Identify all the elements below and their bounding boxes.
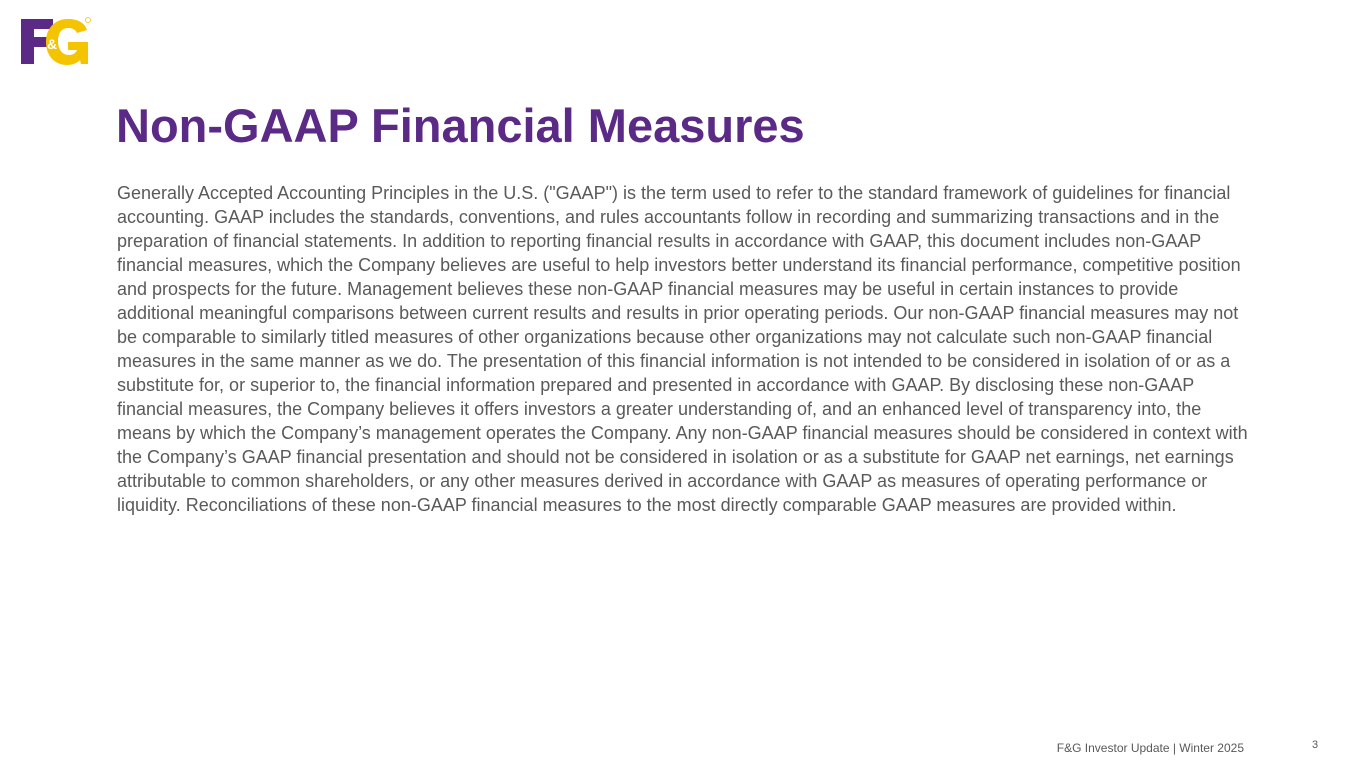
footer-label: F&G Investor Update | Winter 2025	[1056, 741, 1244, 755]
slide-body-text: Generally Accepted Accounting Principles in the U.S. ("GAAP") is the term used to refer to the standard framework of guidelines for financial accounting. GAAP includes the standards, conventions, and rules accountants follow in recording and summarizing transactions and in the preparation of financial statements. In addition to reporting financial results in accordance with GAAP, this document includes non-GAAP financial measures, which the Company believes are useful to help investors better understand its financial performance, competitive position and prospects for the future. Management believes these non-GAAP financial measures may be useful in certain instances to provide additional meaningful comparisons between current results and results in prior operating periods. Our non-GAAP financial measures may not be comparable to similarly titled measures of other organizations because other organizations may not calculate such non-GAAP financial measures in the same manner as we do. The presentation of this financial information is not intended to be considered in isolation of or as a substitute for, or superior to, the financial information prepared and presented in accordance with GAAP. By disclosing these non-GAAP financial measures, the Company believes it offers investors a greater understanding of, and an enhanced level of transparency into, the means by which the Company’s management operates the Company. Any non-GAAP financial measures should be considered in context with the Company’s GAAP financial presentation and should not be considered in isolation or as a substitute for GAAP net earnings, net earnings attributable to common shareholders, or any other measures derived in accordance with GAAP as measures of operating performance or liquidity. Reconciliations of these non-GAAP financial measures to the most directly comparable GAAP measures are provided within.	[117, 183, 1248, 515]
page-number: 3	[1312, 739, 1319, 751]
fg-logo	[20, 16, 92, 68]
logo-registered-mark	[86, 18, 91, 23]
logo-ampersand: &	[47, 36, 58, 52]
slide-title: Non-GAAP Financial Measures	[116, 99, 805, 152]
